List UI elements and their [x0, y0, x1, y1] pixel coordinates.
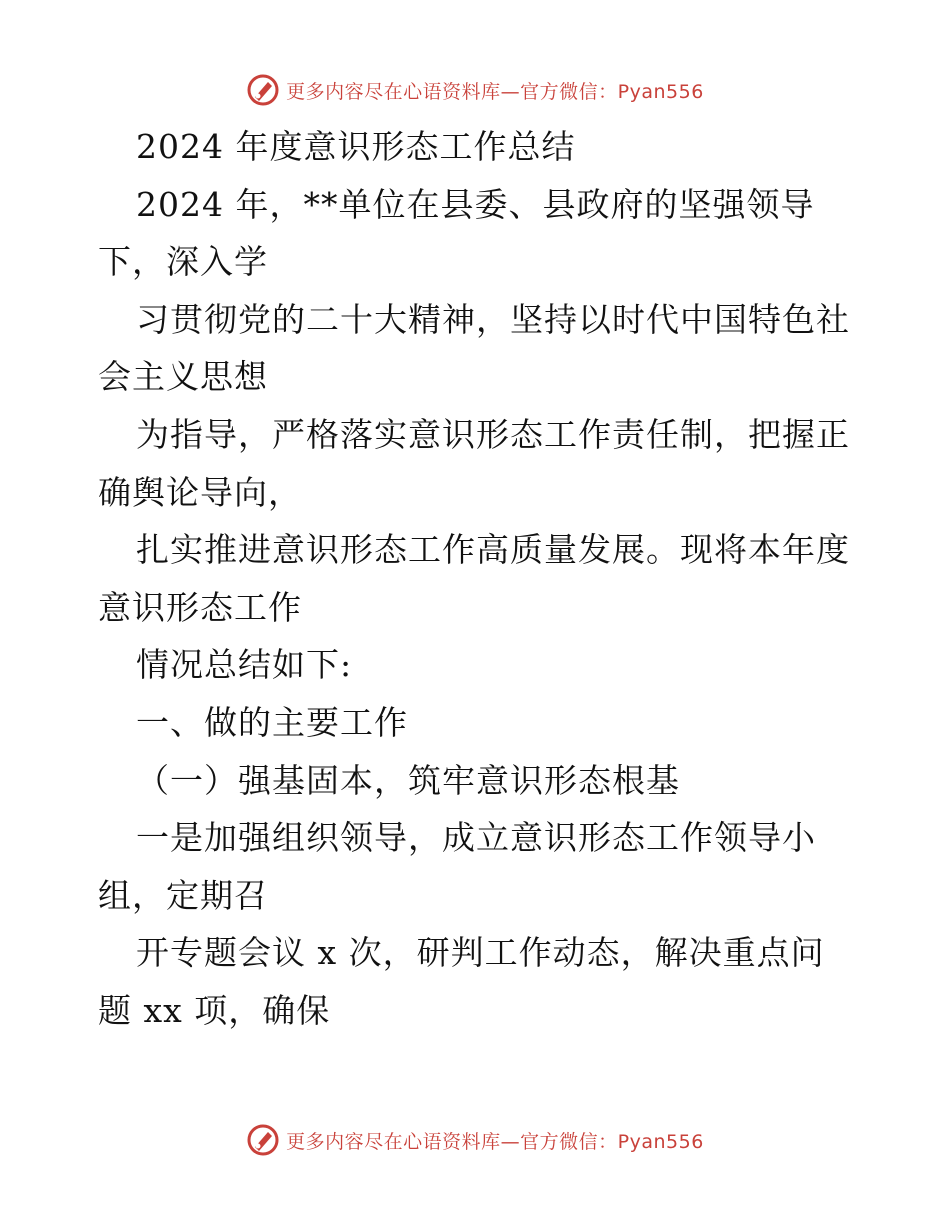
doc-line: 习贯彻党的二十大精神，坚持以时代中国特色社 — [136, 299, 850, 339]
watermark-text: 更多内容尽在心语资料库—官方微信：Pyan556 — [286, 1130, 704, 1153]
doc-line: 意识形态工作 — [98, 587, 302, 627]
pen-logo-icon — [246, 73, 280, 107]
doc-line: 2024 年，**单位在县委、县政府的坚强领导 — [136, 184, 815, 224]
doc-line: 下，深入学 — [98, 242, 268, 282]
header-watermark — [0, 70, 950, 110]
watermark-text: 更多内容尽在心语资料库—官方微信：Pyan556 — [286, 80, 704, 103]
section-heading: 一、做的主要工作 — [136, 702, 408, 742]
document-body — [98, 118, 858, 1040]
doc-line: 确舆论导向， — [98, 472, 302, 512]
doc-line: 情况总结如下: — [136, 645, 353, 685]
doc-line: 一是加强组织领导，成立意识形态工作领导小 — [136, 818, 816, 858]
doc-line: 题 xx 项，确保 — [98, 990, 331, 1030]
doc-line: 为指导，严格落实意识形态工作责任制，把握正 — [136, 414, 850, 454]
doc-line: 扎实推进意识形态工作高质量发展。现将本年度 — [136, 530, 850, 570]
doc-line: 会主义思想 — [98, 357, 268, 397]
doc-line: 开专题会议 x 次，研判工作动态，解决重点问 — [136, 933, 825, 973]
subsection-heading: （一）强基固本，筑牢意识形态根基 — [136, 760, 680, 800]
footer-watermark — [0, 1120, 950, 1160]
doc-title: 2024 年度意识形态工作总结 — [136, 127, 576, 166]
doc-line: 组，定期召 — [98, 875, 268, 915]
pen-logo-icon — [246, 1123, 280, 1157]
